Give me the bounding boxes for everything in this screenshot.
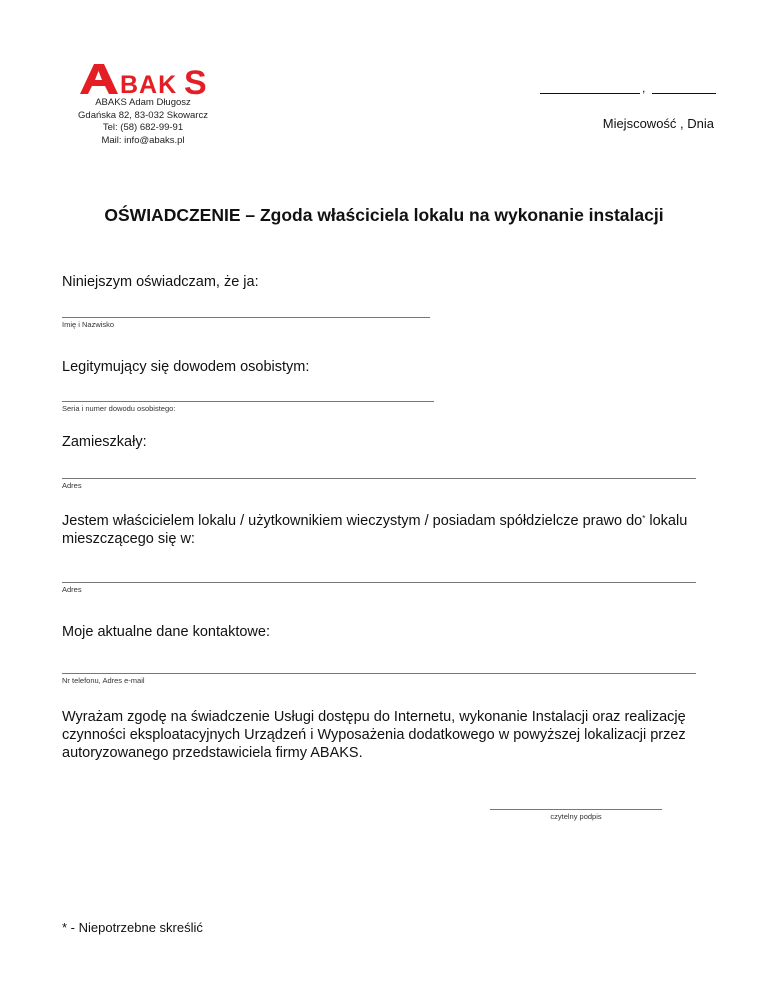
company-street: Gdańska 82, 83-032 Skowarcz: [78, 109, 208, 121]
contact-caption: Nr telefonu, Adres e-mail: [62, 676, 145, 685]
ownership-label-text-2: lokalu mieszczącego się w:: [62, 513, 688, 547]
place-blank[interactable]: [540, 93, 640, 94]
company-address: [68, 97, 218, 147]
place-date-line[interactable]: [540, 81, 716, 95]
contact-label: Moje aktualne dane kontaktowe:: [62, 624, 270, 640]
name-label: Niniejszym oświadczam, że ja:: [62, 274, 259, 290]
company-email: Mail: info@abaks.pl: [101, 134, 185, 146]
footnote: * - Niepotrzebne skreślić: [62, 920, 203, 935]
company-name: ABAKS Adam Długosz: [95, 97, 191, 108]
premises-address-caption: Adres: [62, 585, 82, 594]
contact-line[interactable]: [62, 673, 696, 674]
place-date-label: Miejscowość , Dnia: [602, 116, 714, 131]
date-comma: ,: [642, 81, 646, 95]
date-blank[interactable]: [652, 93, 716, 94]
consent-text: Wyrażam zgodę na świadczenie Usługi dostępu do Internetu, wykonanie Instalacji oraz realizację czynności eksploatacyjnych Urządzeń i Wyposażenia dodatkowego w powyższej lokalizacji przez autoryzowanego przedstawiciela firmy ABAKS.: [62, 709, 686, 761]
signature-line[interactable]: [490, 809, 662, 810]
id-card-caption: Seria i numer dowodu osobistego:: [62, 404, 176, 413]
company-phone: Tel: (58) 682-99-91: [102, 122, 184, 133]
ownership-label-text: Jestem właścicielem lokalu / użytkownikiem wieczystym / posiadam spółdzielcze prawo do: [62, 513, 643, 529]
signature-caption: czytelny podpis: [550, 812, 602, 821]
document-title: OŚWIADCZENIE – Zgoda właściciela lokalu na wykonanie instalacji: [104, 205, 664, 225]
id-card-line[interactable]: [62, 401, 434, 402]
premises-address-line[interactable]: [62, 582, 696, 583]
ownership-footnote-mark: *: [642, 514, 646, 523]
ownership-label: [62, 512, 712, 548]
abaks-logo: [80, 62, 216, 96]
name-caption: Imię i Nazwisko: [62, 320, 115, 329]
residence-line[interactable]: [62, 478, 696, 479]
name-line[interactable]: [62, 317, 430, 318]
residence-label: Zamieszkały:: [62, 434, 147, 450]
residence-caption: Adres: [62, 481, 82, 490]
logo-wordmark: BAK: [120, 71, 178, 96]
logo-wordmark-s: S: [184, 64, 207, 96]
id-card-label: Legitymujący się dowodem osobistym:: [62, 359, 310, 375]
